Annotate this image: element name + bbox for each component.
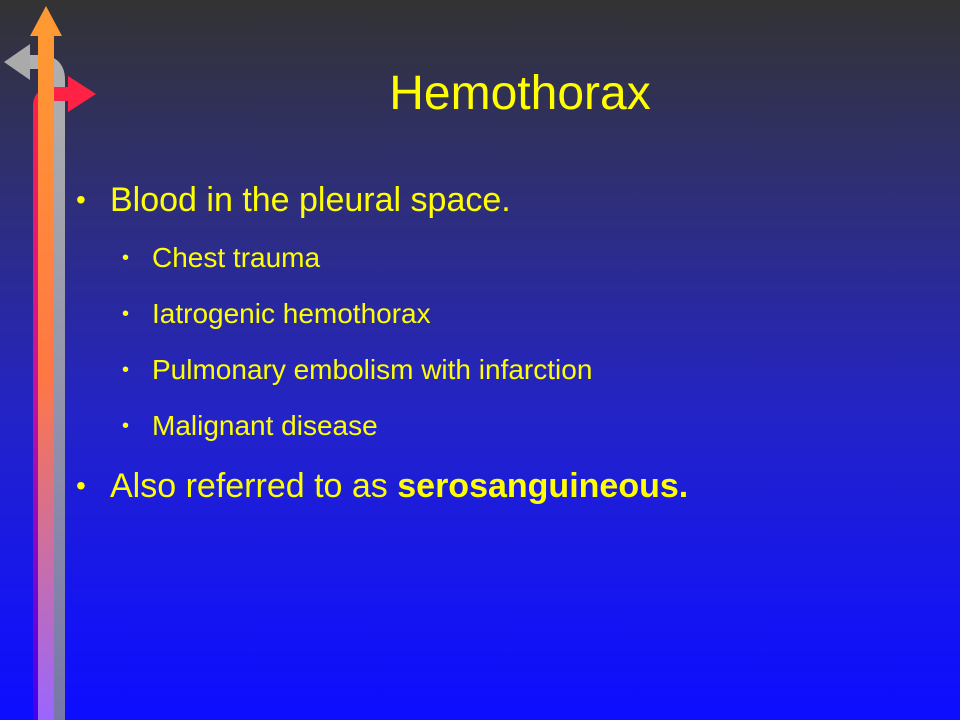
sub-bullet-text: Pulmonary embolism with infarction [152, 354, 593, 385]
slide-title: Hemothorax [389, 67, 651, 120]
sub-bullet-pulmonary-embolism [76, 342, 936, 398]
bullet-text-bold: serosanguineous. [397, 467, 689, 505]
bullet-dot: • [122, 415, 130, 437]
slide-content [76, 172, 936, 514]
bullet-dot: • [122, 359, 130, 381]
sub-bullet-malignant-disease [76, 398, 936, 454]
sub-bullet-text: Iatrogenic hemothorax [152, 298, 431, 329]
sub-bullet-text: Malignant disease [152, 410, 378, 441]
bullet-blood-in-pleural-space [76, 172, 936, 228]
bullet-dot: • [122, 247, 130, 269]
sub-bullet-text: Chest trauma [152, 242, 321, 273]
bullet-serosanguineous [76, 458, 936, 514]
bullet-dot: • [76, 470, 86, 501]
sub-bullet-iatrogenic-hemothorax [76, 286, 936, 342]
sub-bullet-list [76, 230, 936, 454]
bullet-dot: • [122, 303, 130, 325]
bullet-dot: • [76, 184, 86, 215]
sub-bullet-chest-trauma [76, 230, 936, 286]
bullet-text-prefix: Also referred to as [110, 467, 398, 505]
bullet-text: Blood in the pleural space. [110, 181, 511, 219]
